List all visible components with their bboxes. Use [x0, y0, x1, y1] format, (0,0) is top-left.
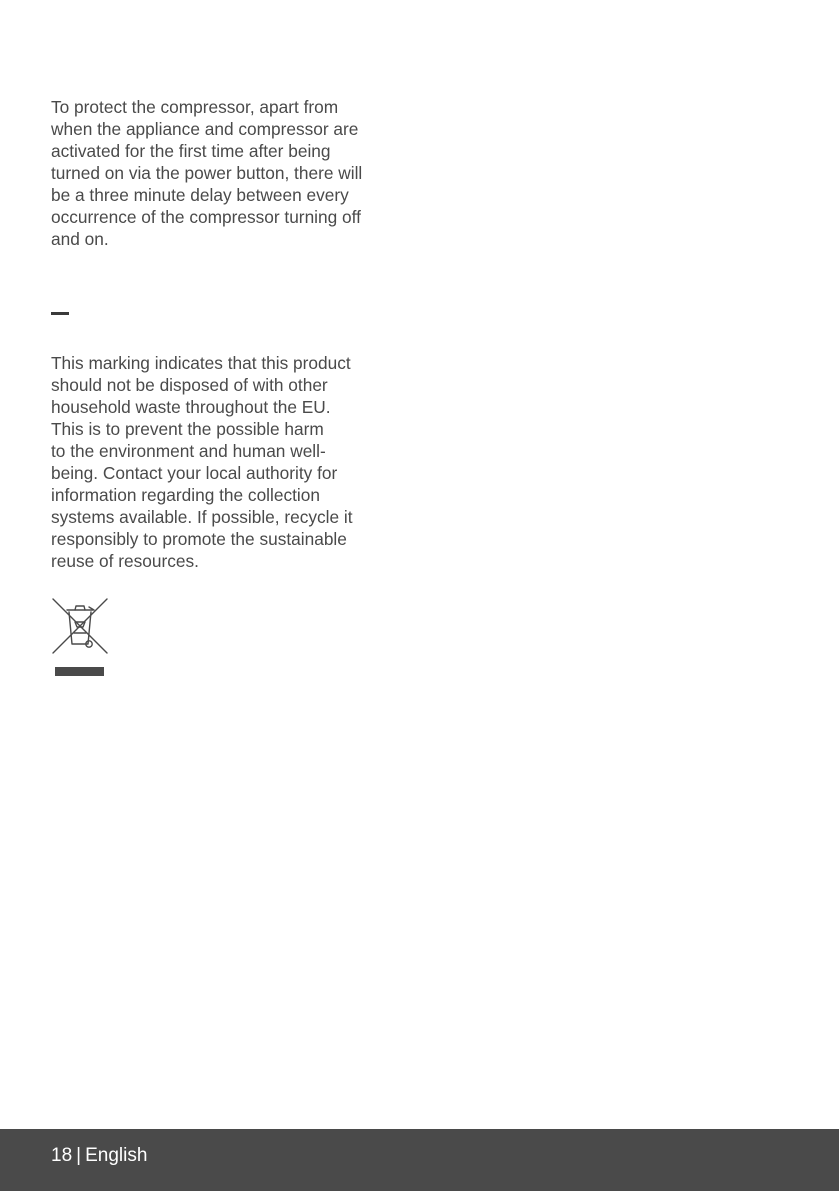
compressor-delay-paragraph: To protect the compressor, apart from when the appliance and compressor are activated for the first time after being turned on via the power button, there will be a three minute delay between every occurrence of the compressor turning off and on.: [51, 97, 363, 249]
page-number: 18: [51, 1145, 73, 1166]
weee-bin-icon: [51, 597, 109, 679]
footer-separator: |: [76, 1145, 82, 1166]
footer-language: English: [85, 1145, 148, 1166]
footer-label: [51, 1145, 147, 1167]
disposal-paragraph: This marking indicates that this product should not be disposed of with other household waste throughout the EU. This is to prevent the possible harm to the environment and human well- being. Contact your local authority for information regarding the collection systems available. If possible, recycle it responsibly to promote the sustainable reuse of resources.: [51, 353, 353, 571]
section-dash: [51, 312, 69, 315]
page-footer: [0, 1129, 839, 1191]
